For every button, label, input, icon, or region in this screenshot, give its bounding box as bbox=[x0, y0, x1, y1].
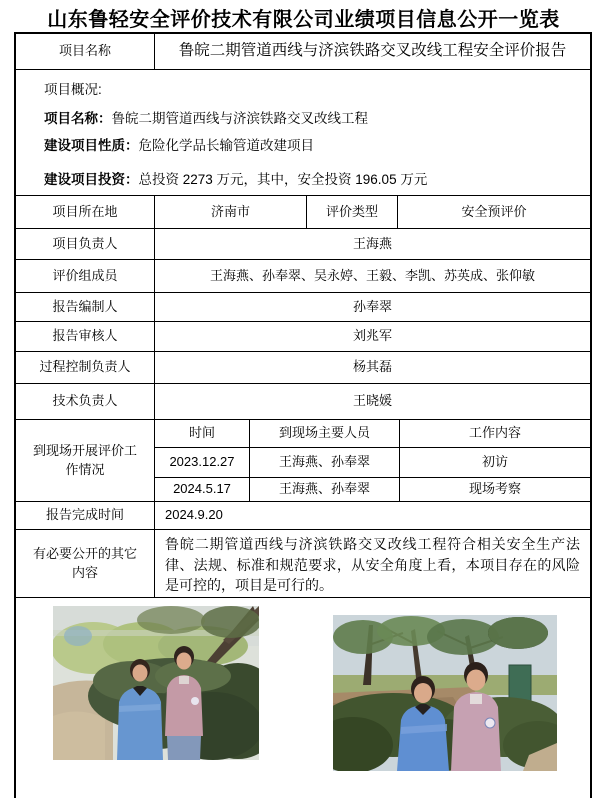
report-reviewer-label: 报告审核人 bbox=[16, 322, 155, 351]
row-site-photos bbox=[16, 598, 590, 798]
report-reviewer-value: 刘兆军 bbox=[352, 328, 392, 344]
visit-people: 王海燕、孙奉翠 bbox=[250, 478, 400, 501]
site-photo-2 bbox=[333, 615, 557, 771]
visit-work-header: 工作内容 bbox=[468, 425, 521, 441]
row-site-visits bbox=[16, 420, 590, 502]
eval-team-label: 评价组成员 bbox=[16, 260, 155, 292]
other-content-label: 有必要公开的其它内容 bbox=[16, 530, 155, 597]
overview-nature-value: 危险化学品长输管道改建项目 bbox=[138, 138, 314, 153]
eval-team-value: 王海燕、孙奉翠、吴永婷、王毅、李凯、苏英成、张仰敏 bbox=[209, 267, 535, 283]
visit-date: 2024.5.17 bbox=[155, 478, 250, 501]
visit-date-header: 时间 bbox=[155, 420, 250, 447]
row-tech-lead bbox=[16, 384, 590, 420]
tech-lead-value: 王晓媛 bbox=[352, 393, 392, 409]
visit-work: 初访 bbox=[481, 454, 508, 470]
info-table bbox=[14, 32, 592, 798]
eval-type-label: 评价类型 bbox=[307, 196, 398, 228]
visit-people-header: 到现场主要人员 bbox=[250, 420, 400, 447]
project-leader-label: 项目负责人 bbox=[16, 229, 155, 259]
eval-type-value: 安全预评价 bbox=[461, 203, 527, 219]
document-title: 山东鲁轻安全评价技术有限公司业绩项目信息公开一览表 bbox=[47, 9, 560, 31]
project-overview-cell bbox=[16, 70, 590, 195]
row-report-reviewer bbox=[16, 322, 590, 352]
overview-nature-label: 建设项目性质： bbox=[44, 138, 139, 153]
row-project-name bbox=[16, 34, 590, 70]
location-label: 项目所在地 bbox=[16, 196, 155, 228]
row-other-content bbox=[16, 530, 590, 598]
other-content-value: 鲁皖二期管道西线与济滨铁路交叉改线工程符合相关安全生产法律、法规、标准和规范要求，从安全角度上看，本项目存在的风险是可控的，项目是可行的。 bbox=[165, 536, 580, 593]
overview-nature-line bbox=[44, 136, 580, 155]
overview-name-line bbox=[44, 109, 580, 128]
overview-invest-label: 建设项目投资： bbox=[44, 172, 139, 187]
report-author-value: 孙奉翠 bbox=[352, 298, 392, 314]
site-photo-1 bbox=[53, 606, 259, 760]
site-visits-header-row bbox=[155, 420, 590, 448]
project-leader-value: 王海燕 bbox=[352, 235, 392, 251]
visit-people: 王海燕、孙奉翠 bbox=[250, 448, 400, 477]
row-eval-team bbox=[16, 260, 590, 293]
overview-name-value: 鲁皖二期管道西线与济滨铁路交叉改线工程 bbox=[111, 111, 368, 126]
row-project-leader bbox=[16, 229, 590, 260]
process-control-value: 杨其磊 bbox=[352, 359, 392, 375]
site-visit-row bbox=[155, 478, 590, 501]
location-value: 济南市 bbox=[155, 196, 307, 228]
overview-invest-line bbox=[44, 170, 580, 189]
project-name-value: 鲁皖二期管道西线与济滨铁路交叉改线工程安全评价报告 bbox=[178, 42, 567, 60]
row-process-control bbox=[16, 352, 590, 384]
site-visit-row bbox=[155, 448, 590, 478]
site-visits-subtable bbox=[155, 420, 590, 501]
overview-name-label: 项目名称： bbox=[44, 111, 112, 126]
report-author-label: 报告编制人 bbox=[16, 293, 155, 321]
tech-lead-label: 技术负责人 bbox=[16, 384, 155, 419]
overview-heading: 项目概况: bbox=[44, 82, 102, 97]
row-project-overview bbox=[16, 70, 590, 196]
site-visits-label: 到现场开展评价工作情况 bbox=[16, 420, 155, 501]
project-name-label: 项目名称 bbox=[16, 34, 155, 69]
row-location bbox=[16, 196, 590, 229]
row-report-author bbox=[16, 293, 590, 322]
visit-date: 2023.12.27 bbox=[155, 448, 250, 477]
process-control-label: 过程控制负责人 bbox=[16, 352, 155, 383]
row-completion-date bbox=[16, 502, 590, 530]
completion-date-label: 报告完成时间 bbox=[16, 502, 155, 529]
completion-date-value: 2024.9.20 bbox=[165, 507, 223, 523]
overview-invest-value: 总投资 2273 万元，其中，安全投资 196.05 万元 bbox=[138, 172, 428, 187]
visit-work: 现场考察 bbox=[468, 481, 521, 497]
